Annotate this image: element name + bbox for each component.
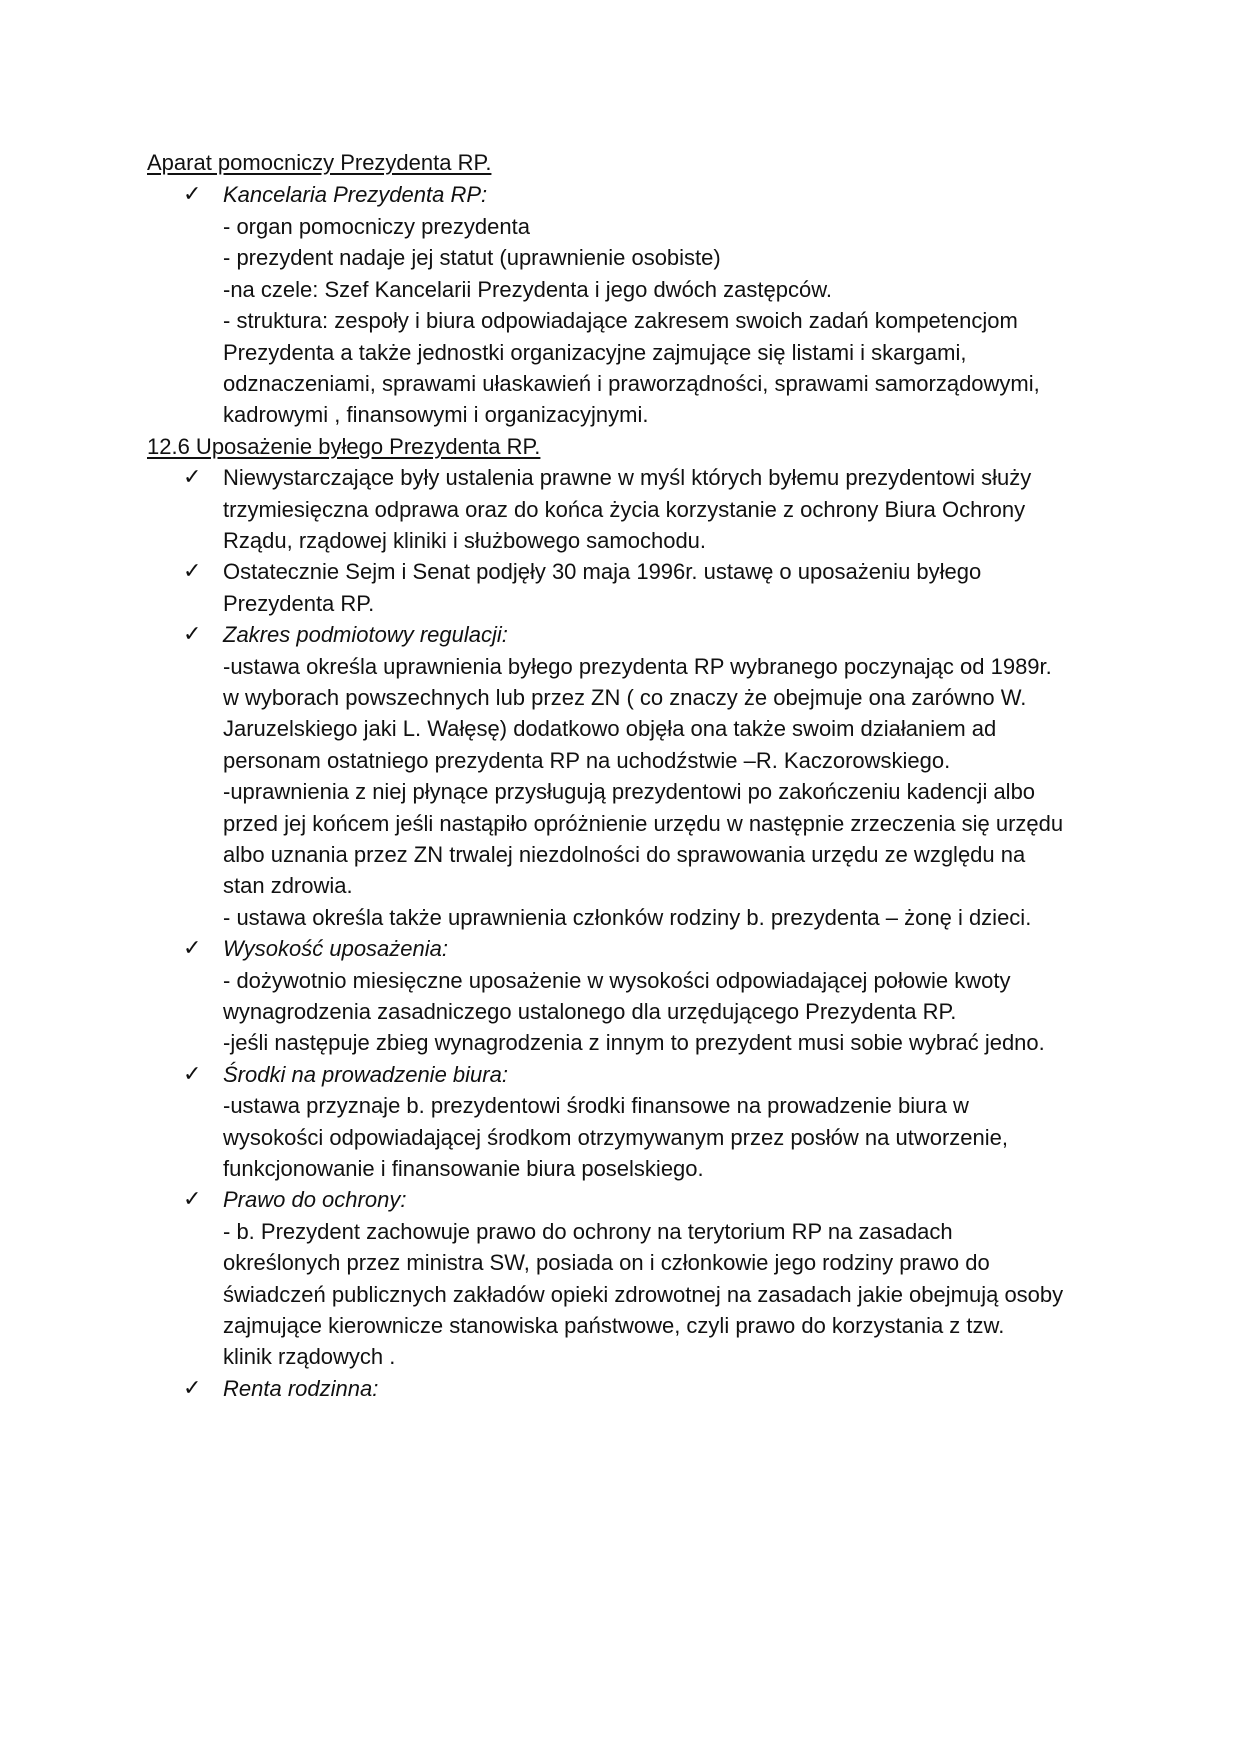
list-item-line: określonych przez ministra SW, posiada on i członkowie jego rodziny prawo do — [223, 1250, 990, 1275]
list-item-line: funkcjonowanie i finansowanie biura poselskiego. — [223, 1156, 704, 1181]
list-item-line: Rządu, rządowej kliniki i służbowego samochodu. — [223, 528, 707, 553]
checkmark-icon: ✓ — [183, 1062, 202, 1087]
section-heading: Aparat pomocniczy Prezydenta RP. — [147, 150, 492, 175]
list-item-line: - dożywotnio miesięczne uposażenie w wysokości odpowiadającej połowie kwoty — [223, 968, 1011, 993]
list-item-line: -ustawa przyznaje b. prezydentowi środki finansowe na prowadzenie biura w — [223, 1093, 969, 1118]
checkmark-icon: ✓ — [183, 1376, 202, 1401]
list-item-line: zajmujące kierownicze stanowiska państwowe, czyli prawo do korzystania z tzw. — [223, 1313, 1005, 1338]
list-item-line: wynagrodzenia zasadniczego ustalonego dla urzędującego Prezydenta RP. — [223, 999, 957, 1024]
list-item-line: Prezydenta a także jednostki organizacyjne zajmujące się listami i skargami, — [223, 340, 967, 365]
list-item-title: Zakres podmiotowy regulacji: — [223, 622, 508, 647]
list-item-line: Niewystarczające były ustalenia prawne w myśl których byłemu prezydentowi służy — [223, 465, 1032, 490]
list-item-line: Prezydenta RP. — [223, 591, 375, 616]
section-heading: 12.6 Uposażenie byłego Prezydenta RP. — [147, 434, 541, 459]
list-item-line: stan zdrowia. — [223, 873, 353, 898]
list-item-line: Jaruzelskiego jaki L. Wałęsę) dodatkowo objęła ona także swoim działaniem ad — [223, 716, 997, 741]
checkmark-icon: ✓ — [183, 936, 202, 961]
list-item-title: Środki na prowadzenie biura: — [223, 1062, 508, 1087]
list-item-line: Ostatecznie Sejm i Senat podjęły 30 maja 1996r. ustawę o uposażeniu byłego — [223, 559, 982, 584]
list-item-line: albo uznania przez ZN trwalej niezdolności do sprawowania urzędu ze względu na — [223, 842, 1026, 867]
checkmark-icon: ✓ — [183, 1187, 202, 1212]
list-item-title: Prawo do ochrony: — [223, 1187, 407, 1212]
list-item-line: - struktura: zespoły i biura odpowiadające zakresem swoich zadań kompetencjom — [223, 308, 1018, 333]
checkmark-icon: ✓ — [183, 559, 202, 584]
list-item-line: -na czele: Szef Kancelarii Prezydenta i jego dwóch zastępców. — [223, 277, 832, 302]
list-item-line: klinik rządowych . — [223, 1344, 396, 1369]
list-item-line: w wyborach powszechnych lub przez ZN ( co znaczy że obejmuje ona zarówno W. — [223, 685, 1027, 710]
list-item-line: -uprawnienia z niej płynące przysługują prezydentowi po zakończeniu kadencji albo — [223, 779, 1036, 804]
list-item-line: przed jej końcem jeśli nastąpiło opróżnienie urzędu w następnie zrzeczenia się urzędu — [223, 811, 1064, 836]
list-item-line: - ustawa określa także uprawnienia członków rodziny b. prezydenta – żonę i dzieci. — [223, 905, 1032, 930]
checkmark-icon: ✓ — [183, 622, 202, 647]
list-item-line: - b. Prezydent zachowuje prawo do ochrony na terytorium RP na zasadach — [223, 1219, 953, 1244]
list-item-line: odznaczeniami, sprawami ułaskawień i praworządności, sprawami samorządowymi, — [223, 371, 1040, 396]
list-item-title: Kancelaria Prezydenta RP: — [223, 182, 488, 207]
checkmark-icon: ✓ — [183, 182, 202, 207]
list-item-line: wysokości odpowiadającej środkom otrzymywanym przez posłów na utworzenie, — [223, 1125, 1008, 1150]
list-item-line: kadrowymi , finansowymi i organizacyjnymi. — [223, 402, 649, 427]
list-item-title: Wysokość uposażenia: — [223, 936, 448, 961]
list-item-title: Renta rodzinna: — [223, 1376, 379, 1401]
list-item-line: -jeśli następuje zbieg wynagrodzenia z innym to prezydent musi sobie wybrać jedno. — [223, 1030, 1045, 1055]
list-item-line: świadczeń publicznych zakładów opieki zdrowotnej na zasadach jakie obejmują osoby — [223, 1282, 1064, 1307]
list-item-line: -ustawa określa uprawnienia byłego prezydenta RP wybranego poczynając od 1989r. — [223, 654, 1052, 679]
list-item-line: personam ostatniego prezydenta RP na uchodźstwie –R. Kaczorowskiego. — [223, 748, 951, 773]
list-item-line: trzymiesięczna odprawa oraz do końca życia korzystanie z ochrony Biura Ochrony — [223, 497, 1026, 522]
list-item-line: - prezydent nadaje jej statut (uprawnienie osobiste) — [223, 245, 721, 270]
list-item-line: - organ pomocniczy prezydenta — [223, 214, 530, 239]
checkmark-icon: ✓ — [183, 465, 202, 490]
